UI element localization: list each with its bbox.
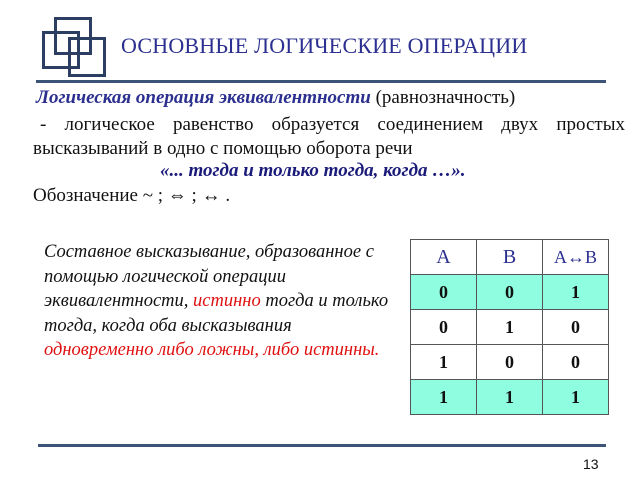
table-cell: 1	[411, 345, 477, 380]
logo-square	[68, 37, 106, 77]
table-cell: 0	[543, 345, 609, 380]
explanation-text: Составное высказывание, образованное с помощью логической операции эквивалентности,	[44, 242, 374, 311]
notation-line: Обозначение ~ ; ⇔ ; ↔ .	[33, 185, 231, 206]
definition-phrase: «... тогда и только тогда, когда …».	[160, 160, 466, 181]
table-cell: 0	[543, 310, 609, 345]
table-header-row	[411, 240, 609, 275]
table-cell: 0	[411, 275, 477, 310]
explanation-highlight: одновременно либо ложны, либо истинны.	[44, 340, 380, 360]
explanation-paragraph	[44, 240, 394, 363]
definition-term: Логическая операция эквивалентности	[36, 87, 371, 108]
table-cell: 1	[477, 380, 543, 415]
table-cell: 1	[477, 310, 543, 345]
definition-line-2: - логическое равенство образуется соединением двух простых	[40, 114, 625, 135]
table-row	[411, 275, 609, 310]
definition-line-3: высказываний в одно с помощью оборота речи	[33, 138, 413, 159]
header-a: A	[411, 240, 477, 275]
header-a-equiv-b: A↔B	[543, 240, 609, 275]
slide-title: ОСНОВНЫЕ ЛОГИЧЕСКИЕ ОПЕРАЦИИ	[121, 33, 528, 58]
explanation-text: тогда и только тогда, когда оба высказывания	[44, 291, 389, 336]
table-cell: 1	[543, 275, 609, 310]
table-cell: 1	[411, 380, 477, 415]
header-b: B	[477, 240, 543, 275]
truth-table	[410, 239, 609, 415]
page-number: 13	[583, 456, 599, 472]
table-cell: 0	[477, 345, 543, 380]
table-cell: 0	[411, 310, 477, 345]
table-cell: 1	[543, 380, 609, 415]
table-row	[411, 380, 609, 415]
table-row	[411, 310, 609, 345]
definition-heading	[36, 87, 515, 109]
table-cell: 0	[477, 275, 543, 310]
overlapping-squares-icon	[40, 15, 112, 79]
title-divider	[36, 80, 606, 83]
footer-divider	[38, 444, 606, 447]
table-row	[411, 345, 609, 380]
explanation-highlight: истинно	[193, 291, 261, 311]
definition-synonym: (равнозначность)	[370, 87, 516, 108]
